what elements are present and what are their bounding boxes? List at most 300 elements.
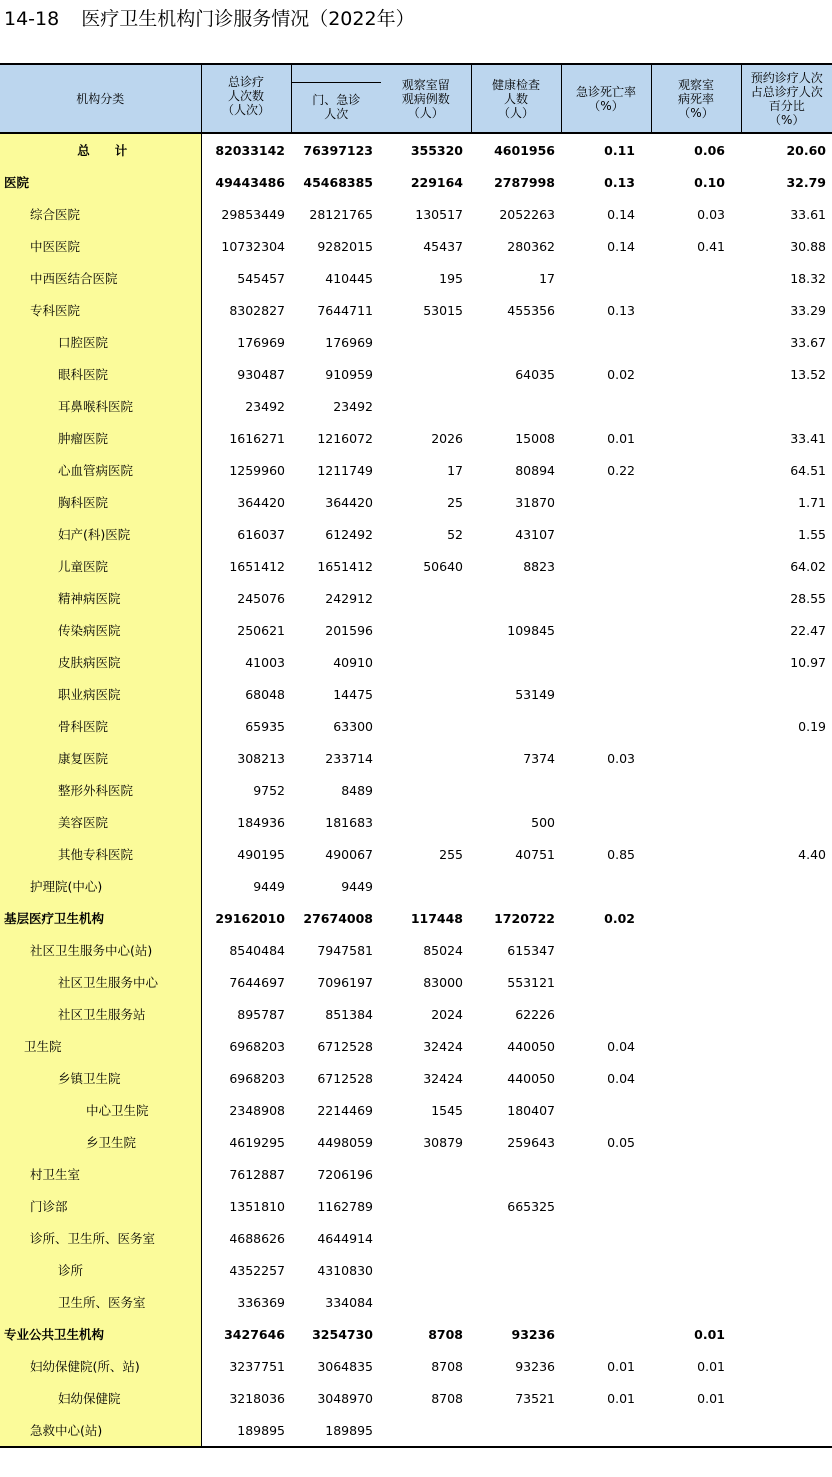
cell-col1: 245076 — [237, 590, 285, 606]
cell-col5 — [561, 710, 651, 742]
cell-col3: 229164 — [410, 174, 463, 190]
cell-col7 — [741, 1126, 832, 1158]
cell-col6 — [651, 1414, 741, 1447]
cell-col4: 280362 — [507, 238, 555, 254]
cell-col2: 189895 — [291, 1414, 381, 1447]
cell-col6 — [651, 710, 741, 742]
cell-col7: 30.88 — [790, 238, 826, 254]
header-er-death-rate: 急诊死亡率 （%） — [561, 64, 651, 133]
header-total-visits: 总诊疗 人次数 （人次） — [201, 64, 291, 133]
cell-col3: 130517 — [415, 206, 463, 222]
cell-col5 — [561, 1318, 651, 1350]
table-row — [0, 870, 832, 902]
cell-col3 — [381, 326, 471, 358]
cell-col4 — [471, 774, 561, 806]
cell-col3: 17 — [447, 462, 463, 478]
cell-col2: 9449 — [341, 878, 373, 894]
cell-col2: 612492 — [325, 526, 373, 542]
row-label: 儿童医院 — [0, 550, 201, 582]
cell-col2: 2214469 — [317, 1102, 373, 1118]
row-label: 传染病医院 — [0, 614, 201, 646]
row-label: 心血管病医院 — [0, 454, 201, 486]
table-row — [0, 358, 832, 390]
cell-col6 — [651, 486, 741, 518]
row-label: 卫生院 — [0, 1030, 201, 1062]
cell-col5 — [561, 678, 651, 710]
cell-col5 — [561, 582, 651, 614]
cell-col3 — [381, 710, 471, 742]
cell-col6: 0.06 — [694, 142, 725, 158]
cell-col1: 1616271 — [229, 430, 285, 446]
cell-col3: 1545 — [431, 1102, 463, 1118]
table-row — [0, 1094, 832, 1126]
table-row — [0, 838, 832, 870]
cell-col5 — [561, 1414, 651, 1447]
table-row — [0, 198, 832, 230]
cell-col4: 17 — [539, 270, 555, 286]
cell-col1: 3218036 — [229, 1390, 285, 1406]
table-number: 14-18 — [4, 8, 60, 30]
cell-col6 — [651, 582, 741, 614]
table-row — [0, 550, 832, 582]
cell-col6: 0.01 — [697, 1390, 725, 1406]
cell-col5: 0.01 — [607, 1390, 635, 1406]
row-label: 妇幼保健院 — [0, 1382, 201, 1414]
table-row — [0, 1030, 832, 1062]
cell-col7 — [741, 1254, 832, 1286]
row-label: 中西医结合医院 — [0, 262, 201, 294]
cell-col6 — [651, 1190, 741, 1222]
cell-col1: 1259960 — [229, 462, 285, 478]
cell-col5 — [561, 518, 651, 550]
cell-col4: 64035 — [515, 366, 555, 382]
cell-col5: 0.02 — [604, 910, 635, 926]
cell-col6 — [651, 1030, 741, 1062]
cell-col7 — [741, 1062, 832, 1094]
cell-col5 — [561, 550, 651, 582]
cell-col6 — [651, 1254, 741, 1286]
cell-col7 — [741, 966, 832, 998]
cell-col2: 45468385 — [303, 174, 373, 190]
cell-col5: 0.04 — [607, 1070, 635, 1086]
table-row — [0, 1350, 832, 1382]
row-label: 村卫生室 — [0, 1158, 201, 1190]
table-row — [0, 1382, 832, 1414]
cell-col4 — [471, 1222, 561, 1254]
cell-col6 — [651, 646, 741, 678]
cell-col4: 93236 — [511, 1326, 555, 1342]
header-checkup: 健康检查 人数 （人） — [471, 64, 561, 133]
cell-col6 — [651, 550, 741, 582]
table-row — [0, 133, 832, 166]
cell-col6: 0.10 — [694, 174, 725, 190]
row-label: 美容医院 — [0, 806, 201, 838]
cell-col3 — [381, 870, 471, 902]
cell-col5 — [561, 262, 651, 294]
cell-col4: 180407 — [507, 1102, 555, 1118]
cell-col6 — [651, 422, 741, 454]
cell-col7: 1.55 — [798, 526, 826, 542]
table-row — [0, 678, 832, 710]
cell-col2: 7096197 — [317, 974, 373, 990]
cell-col4: 53149 — [515, 686, 555, 702]
cell-col1: 184936 — [237, 814, 285, 830]
cell-col6 — [651, 774, 741, 806]
cell-col1: 68048 — [245, 686, 285, 702]
row-label: 眼科医院 — [0, 358, 201, 390]
cell-col3 — [381, 614, 471, 646]
row-label: 专科医院 — [0, 294, 201, 326]
table-row — [0, 1126, 832, 1158]
cell-col6 — [651, 678, 741, 710]
cell-col4 — [471, 1286, 561, 1318]
row-label: 康复医院 — [0, 742, 201, 774]
cell-col4: 440050 — [507, 1070, 555, 1086]
cell-col4: 615347 — [507, 942, 555, 958]
cell-col4: 15008 — [515, 430, 555, 446]
cell-col1: 2348908 — [229, 1102, 285, 1118]
row-label: 社区卫生服务中心(站) — [0, 934, 201, 966]
row-label: 骨科医院 — [0, 710, 201, 742]
cell-col7 — [741, 806, 832, 838]
cell-col4: 440050 — [507, 1038, 555, 1054]
cell-col5 — [561, 1222, 651, 1254]
header-category: 机构分类 — [0, 64, 201, 133]
cell-col2: 910959 — [325, 366, 373, 382]
cell-col4: 31870 — [515, 494, 555, 510]
cell-col5 — [561, 934, 651, 966]
cell-col7: 33.29 — [790, 302, 826, 318]
cell-col1: 82033142 — [215, 142, 285, 158]
cell-col4 — [471, 582, 561, 614]
cell-col5: 0.22 — [607, 462, 635, 478]
table-row — [0, 614, 832, 646]
table-row — [0, 1222, 832, 1254]
cell-col1: 23492 — [245, 398, 285, 414]
cell-col2: 364420 — [325, 494, 373, 510]
row-label: 乡卫生院 — [0, 1126, 201, 1158]
row-label: 卫生所、医务室 — [0, 1286, 201, 1318]
cell-col4: 2052263 — [499, 206, 555, 222]
cell-col7: 33.67 — [790, 334, 826, 350]
cell-col7: 1.71 — [798, 494, 826, 510]
cell-col6 — [651, 614, 741, 646]
cell-col2: 410445 — [325, 270, 373, 286]
cell-col3: 117448 — [410, 910, 463, 926]
cell-col7 — [741, 998, 832, 1030]
cell-col7: 0.19 — [798, 718, 826, 734]
table-row — [0, 1062, 832, 1094]
cell-col5 — [561, 326, 651, 358]
cell-col3 — [381, 1190, 471, 1222]
cell-col6: 0.01 — [697, 1358, 725, 1374]
cell-col7 — [741, 1318, 832, 1350]
cell-col1: 29162010 — [215, 910, 285, 926]
cell-col2: 7644711 — [317, 302, 373, 318]
cell-col4: 93236 — [515, 1358, 555, 1374]
cell-col7: 32.79 — [786, 174, 826, 190]
cell-col2: 1216072 — [317, 430, 373, 446]
cell-col2: 63300 — [333, 718, 373, 734]
row-label: 门诊部 — [0, 1190, 201, 1222]
cell-col7 — [741, 1382, 832, 1414]
cell-col2: 7206196 — [317, 1166, 373, 1182]
cell-col5 — [561, 1190, 651, 1222]
cell-col1: 616037 — [237, 526, 285, 542]
cell-col3 — [381, 646, 471, 678]
cell-col3: 85024 — [423, 942, 463, 958]
cell-col6 — [651, 870, 741, 902]
table-row — [0, 1254, 832, 1286]
cell-col6 — [651, 1126, 741, 1158]
cell-col1: 490195 — [237, 846, 285, 862]
table-row — [0, 934, 832, 966]
cell-col1: 41003 — [245, 654, 285, 670]
cell-col7 — [741, 1222, 832, 1254]
row-label: 诊所 — [0, 1254, 201, 1286]
cell-col5 — [561, 774, 651, 806]
row-label: 皮肤病医院 — [0, 646, 201, 678]
row-label: 乡镇卫生院 — [0, 1062, 201, 1094]
cell-col6 — [651, 934, 741, 966]
cell-col5 — [561, 1158, 651, 1190]
cell-col7 — [741, 742, 832, 774]
cell-col3 — [381, 1286, 471, 1318]
cell-col3 — [381, 742, 471, 774]
cell-col1: 4688626 — [229, 1230, 285, 1246]
cell-col2: 76397123 — [303, 142, 373, 158]
cell-col6 — [651, 262, 741, 294]
cell-col6: 0.01 — [694, 1326, 725, 1342]
cell-col3: 2026 — [431, 430, 463, 446]
cell-col4 — [471, 1158, 561, 1190]
cell-col7 — [741, 1094, 832, 1126]
cell-col7 — [741, 1286, 832, 1318]
row-label: 急救中心(站) — [0, 1414, 201, 1447]
cell-col5 — [561, 486, 651, 518]
cell-col2: 176969 — [325, 334, 373, 350]
row-label: 医院 — [0, 166, 201, 198]
cell-col4: 109845 — [507, 622, 555, 638]
cell-col2: 3254730 — [312, 1326, 373, 1342]
cell-col4: 259643 — [507, 1134, 555, 1150]
cell-col3: 52 — [447, 526, 463, 542]
cell-col4: 553121 — [507, 974, 555, 990]
cell-col6 — [651, 1222, 741, 1254]
cell-col6 — [651, 454, 741, 486]
cell-col5: 0.14 — [607, 206, 635, 222]
cell-col2: 4310830 — [317, 1262, 373, 1278]
cell-col4: 8823 — [523, 558, 555, 574]
cell-col4: 40751 — [515, 846, 555, 862]
cell-col4: 7374 — [523, 750, 555, 766]
cell-col4 — [471, 1254, 561, 1286]
cell-col1: 9752 — [253, 782, 285, 798]
row-label: 专业公共卫生机构 — [0, 1318, 201, 1350]
cell-col4 — [471, 390, 561, 422]
cell-col7 — [741, 870, 832, 902]
cell-col2: 8489 — [341, 782, 373, 798]
row-label: 口腔医院 — [0, 326, 201, 358]
cell-col1: 250621 — [237, 622, 285, 638]
header-outpatient: 门、急诊 人次 — [291, 82, 381, 133]
cell-col6 — [651, 966, 741, 998]
cell-col5: 0.11 — [604, 142, 635, 158]
row-label: 社区卫生服务站 — [0, 998, 201, 1030]
outpatient-services-table — [0, 63, 832, 1448]
cell-col7 — [741, 934, 832, 966]
header-appointment-pct: 预约诊疗人次 占总诊疗人次 百分比 （%） — [741, 64, 832, 133]
cell-col2: 3048970 — [317, 1390, 373, 1406]
row-label: 胸科医院 — [0, 486, 201, 518]
table-row — [0, 230, 832, 262]
cell-col2: 14475 — [333, 686, 373, 702]
cell-col6: 0.03 — [697, 206, 725, 222]
cell-col2: 334084 — [325, 1294, 373, 1310]
table-row — [0, 390, 832, 422]
cell-col3: 355320 — [410, 142, 463, 158]
cell-col5 — [561, 1286, 651, 1318]
table-row — [0, 454, 832, 486]
cell-col6 — [651, 838, 741, 870]
cell-col3: 45437 — [423, 238, 463, 254]
table-row — [0, 486, 832, 518]
header-observation: 观察室留 观病例数 （人） — [381, 64, 471, 133]
cell-col7 — [741, 1414, 832, 1447]
cell-col2: 4644914 — [317, 1230, 373, 1246]
cell-col2: 7947581 — [317, 942, 373, 958]
cell-col4: 43107 — [515, 526, 555, 542]
cell-col5: 0.03 — [607, 750, 635, 766]
cell-col2: 1211749 — [317, 462, 373, 478]
cell-col1: 7612887 — [229, 1166, 285, 1182]
page-title — [4, 4, 415, 34]
cell-col2: 9282015 — [317, 238, 373, 254]
cell-col7 — [741, 678, 832, 710]
cell-col4: 665325 — [507, 1198, 555, 1214]
cell-col1: 4619295 — [229, 1134, 285, 1150]
table-row — [0, 742, 832, 774]
cell-col6 — [651, 1094, 741, 1126]
row-label: 中心卫生院 — [0, 1094, 201, 1126]
cell-col2: 1651412 — [317, 558, 373, 574]
cell-col2: 6712528 — [317, 1070, 373, 1086]
cell-col4 — [471, 870, 561, 902]
table-row — [0, 518, 832, 550]
cell-col4 — [471, 646, 561, 678]
cell-col5: 0.02 — [607, 366, 635, 382]
cell-col1: 189895 — [201, 1414, 291, 1447]
cell-col5 — [561, 966, 651, 998]
cell-col7: 28.55 — [790, 590, 826, 606]
cell-col1: 9449 — [253, 878, 285, 894]
cell-col1: 3427646 — [224, 1326, 285, 1342]
cell-col5 — [561, 870, 651, 902]
cell-col3: 8708 — [428, 1326, 463, 1342]
row-label: 其他专科医院 — [0, 838, 201, 870]
cell-col7 — [741, 1190, 832, 1222]
cell-col1: 308213 — [237, 750, 285, 766]
cell-col4: 500 — [531, 814, 555, 830]
cell-col7: 10.97 — [790, 654, 826, 670]
cell-col2: 4498059 — [317, 1134, 373, 1150]
cell-col6 — [651, 1286, 741, 1318]
cell-col3 — [381, 582, 471, 614]
cell-col5 — [561, 614, 651, 646]
cell-col7: 22.47 — [790, 622, 826, 638]
cell-col7: 64.02 — [790, 558, 826, 574]
cell-col1: 895787 — [237, 1006, 285, 1022]
cell-col3 — [381, 806, 471, 838]
row-label: 职业病医院 — [0, 678, 201, 710]
cell-col6 — [651, 998, 741, 1030]
cell-col2: 3064835 — [317, 1358, 373, 1374]
cell-col4: 62226 — [515, 1006, 555, 1022]
cell-col5 — [561, 646, 651, 678]
table-header — [0, 64, 832, 133]
table-body — [0, 133, 832, 1447]
cell-col5 — [561, 1094, 651, 1126]
cell-col6 — [651, 358, 741, 390]
cell-col5: 0.85 — [607, 846, 635, 862]
cell-col7: 13.52 — [790, 366, 826, 382]
cell-col5: 0.05 — [607, 1134, 635, 1150]
row-label: 诊所、卫生所、医务室 — [0, 1222, 201, 1254]
cell-col3: 32424 — [423, 1070, 463, 1086]
cell-col1: 3237751 — [229, 1358, 285, 1374]
cell-col1: 6968203 — [229, 1038, 285, 1054]
cell-col2: 201596 — [325, 622, 373, 638]
cell-col4 — [471, 1414, 561, 1447]
cell-col3 — [381, 1254, 471, 1286]
row-label: 妇幼保健院(所、站) — [0, 1350, 201, 1382]
header-obs-death-rate: 观察室 病死率 （%） — [651, 64, 741, 133]
cell-col4: 2787998 — [494, 174, 555, 190]
table-row — [0, 582, 832, 614]
cell-col1: 6968203 — [229, 1070, 285, 1086]
cell-col7: 33.61 — [790, 206, 826, 222]
cell-col4: 73521 — [515, 1390, 555, 1406]
row-label: 精神病医院 — [0, 582, 201, 614]
table-row — [0, 806, 832, 838]
cell-col6 — [651, 1062, 741, 1094]
table-row — [0, 646, 832, 678]
cell-col7: 33.41 — [790, 430, 826, 446]
cell-col6 — [651, 902, 741, 934]
table-row — [0, 1190, 832, 1222]
row-label: 中医医院 — [0, 230, 201, 262]
cell-col4: 4601956 — [494, 142, 555, 158]
table-row — [0, 998, 832, 1030]
cell-col3: 2024 — [431, 1006, 463, 1022]
cell-col1: 65935 — [245, 718, 285, 734]
row-label: 总 计 — [0, 133, 201, 166]
cell-col4 — [471, 326, 561, 358]
cell-col5: 0.01 — [607, 1358, 635, 1374]
cell-col2: 23492 — [333, 398, 373, 414]
cell-col7: 4.40 — [798, 846, 826, 862]
cell-col3: 30879 — [423, 1134, 463, 1150]
cell-col1: 1351810 — [229, 1198, 285, 1214]
cell-col6 — [651, 294, 741, 326]
row-label: 综合医院 — [0, 198, 201, 230]
cell-col2: 490067 — [325, 846, 373, 862]
cell-col7 — [741, 774, 832, 806]
cell-col1: 8540484 — [229, 942, 285, 958]
row-label: 妇产(科)医院 — [0, 518, 201, 550]
cell-col1: 29853449 — [221, 206, 285, 222]
cell-col3: 53015 — [423, 302, 463, 318]
